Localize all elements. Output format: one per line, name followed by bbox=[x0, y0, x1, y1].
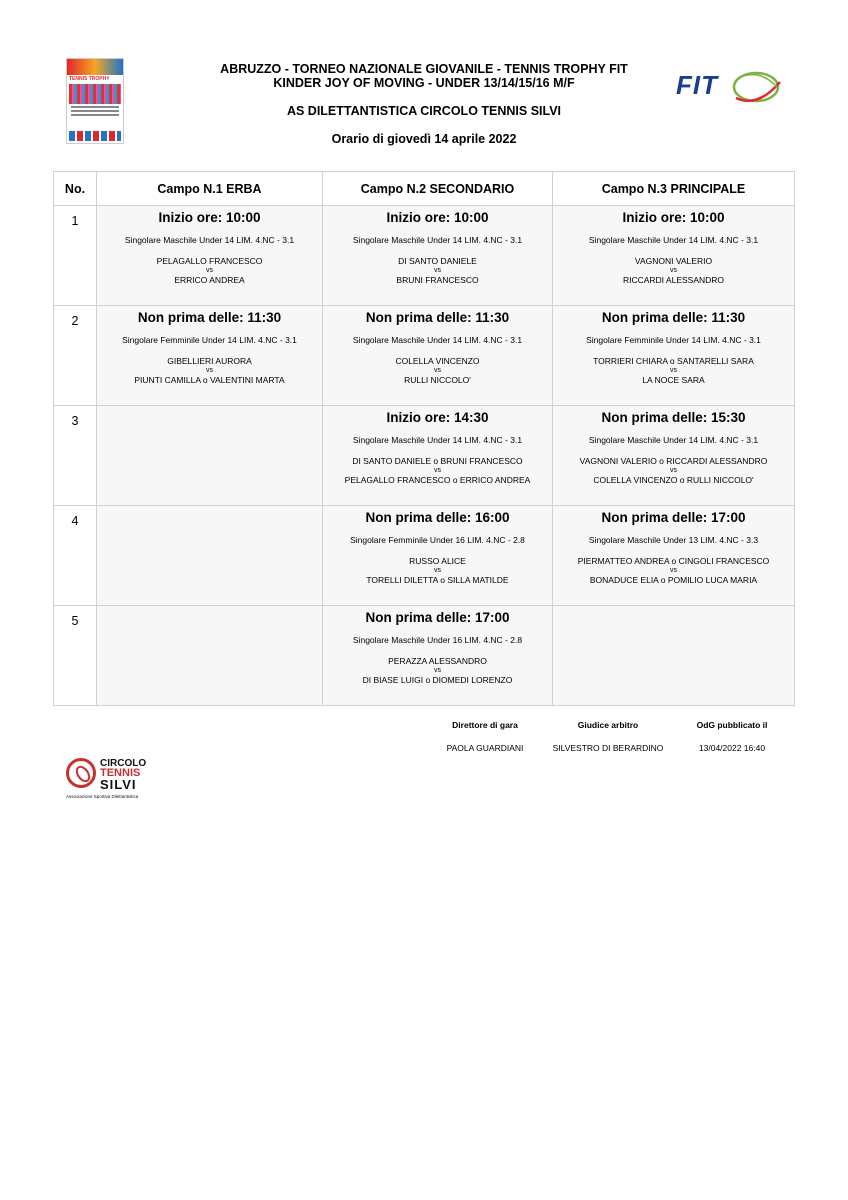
schedule-date: Orario di giovedì 14 aprile 2022 bbox=[331, 132, 517, 146]
circolo-tennis-silvi-logo: CIRCOLO TENNIS SILVI Associazione Sportiva Dilettantistica bbox=[66, 758, 147, 799]
player-two: DI BIASE LUIGI o DIOMEDI LORENZO bbox=[362, 675, 513, 685]
player-two: BONADUCE ELIA o POMILIO LUCA MARIA bbox=[589, 575, 758, 585]
fit-logo: FIT bbox=[676, 68, 784, 110]
published-value: 13/04/2022 16:40 bbox=[698, 743, 766, 753]
row-number: 3 bbox=[54, 406, 97, 506]
match-event: Singolare Maschile Under 16 LIM. 4.NC - 2.8 bbox=[352, 635, 523, 645]
match-cell-court-1 bbox=[97, 406, 323, 506]
match-cell-court-1 bbox=[97, 306, 323, 406]
versus-label: vs bbox=[670, 367, 677, 374]
player-two: PIUNTI CAMILLA o VALENTINI MARTA bbox=[134, 375, 285, 385]
tournament-poster-image: TENNIS TROPHY bbox=[66, 58, 124, 144]
player-two: BRUNI FRANCESCO bbox=[396, 275, 479, 285]
versus-label: vs bbox=[434, 567, 441, 574]
column-header-court-2: Campo N.2 SECONDARIO bbox=[323, 172, 553, 206]
player-one: VAGNONI VALERIO o RICCARDI ALESSANDRO bbox=[579, 456, 768, 466]
table-row bbox=[54, 606, 795, 706]
table-header-row bbox=[54, 172, 795, 206]
match-time: Non prima delle: 17:00 bbox=[365, 610, 510, 625]
column-header-court-1: Campo N.1 ERBA bbox=[97, 172, 323, 206]
match-event: Singolare Maschile Under 14 LIM. 4.NC - 3.1 bbox=[352, 235, 523, 245]
versus-label: vs bbox=[206, 367, 213, 374]
match-event: Singolare Femminile Under 14 LIM. 4.NC - 3.1 bbox=[586, 335, 761, 345]
club-name: AS DILETTANTISTICA CIRCOLO TENNIS SILVI bbox=[286, 104, 562, 118]
match-cell-court-2 bbox=[323, 206, 553, 306]
match-event: Singolare Femminile Under 14 LIM. 4.NC - 3.1 bbox=[122, 335, 297, 345]
match-time: Inizio ore: 14:30 bbox=[386, 410, 489, 425]
match-cell-court-2 bbox=[323, 406, 553, 506]
versus-label: vs bbox=[206, 267, 213, 274]
match-cell-court-2 bbox=[323, 606, 553, 706]
player-one: DI SANTO DANIELE bbox=[398, 256, 477, 266]
match-time: Inizio ore: 10:00 bbox=[158, 210, 261, 225]
match-time: Inizio ore: 10:00 bbox=[622, 210, 725, 225]
player-two: LA NOCE SARA bbox=[642, 375, 705, 385]
match-cell-court-2 bbox=[323, 306, 553, 406]
match-cell-court-3 bbox=[553, 406, 795, 506]
match-event: Singolare Maschile Under 13 LIM. 4.NC - 3.3 bbox=[588, 535, 759, 545]
table-row bbox=[54, 506, 795, 606]
player-one: RUSSO ALICE bbox=[409, 556, 466, 566]
match-cell-court-3 bbox=[553, 206, 795, 306]
versus-label: vs bbox=[434, 467, 441, 474]
column-header-no: No. bbox=[54, 172, 97, 206]
player-one: TORRIERI CHIARA o SANTARELLI SARA bbox=[593, 356, 754, 366]
player-one: VAGNONI VALERIO bbox=[634, 256, 713, 266]
match-time: Inizio ore: 10:00 bbox=[386, 210, 489, 225]
player-one: COLELLA VINCENZO bbox=[395, 356, 480, 366]
match-time: Non prima delle: 17:00 bbox=[601, 510, 746, 525]
versus-label: vs bbox=[434, 367, 441, 374]
versus-label: vs bbox=[670, 267, 677, 274]
tennis-ball-icon bbox=[66, 758, 96, 788]
match-cell-court-1 bbox=[97, 506, 323, 606]
player-two: COLELLA VINCENZO o RULLI NICCOLO' bbox=[593, 475, 754, 485]
table-row bbox=[54, 306, 795, 406]
match-cell-court-2 bbox=[323, 506, 553, 606]
match-time: Non prima delle: 16:00 bbox=[365, 510, 510, 525]
referee-value: SILVESTRO DI BERARDINO bbox=[552, 743, 664, 753]
table-row bbox=[54, 406, 795, 506]
versus-label: vs bbox=[434, 667, 441, 674]
player-one: PELAGALLO FRANCESCO bbox=[156, 256, 263, 266]
match-event: Singolare Maschile Under 14 LIM. 4.NC - 3.1 bbox=[352, 435, 523, 445]
match-cell-court-3 bbox=[553, 606, 795, 706]
match-event: Singolare Maschile Under 14 LIM. 4.NC - 3.1 bbox=[124, 235, 295, 245]
footer-referee bbox=[545, 720, 671, 753]
row-number: 5 bbox=[54, 606, 97, 706]
column-header-court-3: Campo N.3 PRINCIPALE bbox=[553, 172, 795, 206]
footer-published bbox=[684, 720, 780, 753]
player-one: GIBELLIERI AURORA bbox=[167, 356, 252, 366]
match-cell-court-1 bbox=[97, 206, 323, 306]
match-cell-court-3 bbox=[553, 506, 795, 606]
player-two: RULLI NICCOLO' bbox=[404, 375, 471, 385]
match-cell-court-1 bbox=[97, 606, 323, 706]
tournament-title: ABRUZZO - TORNEO NAZIONALE GIOVANILE - TENNIS TROPHY FIT KINDER JOY OF MOVING - UNDER 13/14/15/16 M/F bbox=[220, 62, 628, 90]
table-row bbox=[54, 206, 795, 306]
player-two: ERRICO ANDREA bbox=[174, 275, 245, 285]
published-label: OdG pubblicato il bbox=[696, 720, 768, 730]
director-value: PAOLA GUARDIANI bbox=[446, 743, 524, 753]
player-one: DI SANTO DANIELE o BRUNI FRANCESCO bbox=[352, 456, 523, 466]
match-time: Non prima delle: 11:30 bbox=[601, 310, 746, 325]
versus-label: vs bbox=[670, 467, 677, 474]
match-time: Non prima delle: 11:30 bbox=[365, 310, 510, 325]
match-event: Singolare Femminile Under 16 LIM. 4.NC - 2.8 bbox=[350, 535, 525, 545]
director-label: Direttore di gara bbox=[452, 720, 518, 730]
player-two: RICCARDI ALESSANDRO bbox=[622, 275, 725, 285]
footer-director bbox=[440, 720, 530, 753]
match-time: Non prima delle: 15:30 bbox=[601, 410, 746, 425]
player-one: PERAZZA ALESSANDRO bbox=[388, 656, 487, 666]
row-number: 1 bbox=[54, 206, 97, 306]
row-number: 4 bbox=[54, 506, 97, 606]
match-cell-court-3 bbox=[553, 306, 795, 406]
row-number: 2 bbox=[54, 306, 97, 406]
referee-label: Giudice arbitro bbox=[577, 720, 639, 730]
versus-label: vs bbox=[670, 567, 677, 574]
player-two: TORELLI DILETTA o SILLA MATILDE bbox=[366, 575, 509, 585]
match-event: Singolare Maschile Under 14 LIM. 4.NC - 3.1 bbox=[352, 335, 523, 345]
schedule-table bbox=[53, 171, 795, 706]
player-one: PIERMATTEO ANDREA o CINGOLI FRANCESCO bbox=[577, 556, 770, 566]
player-two: PELAGALLO FRANCESCO o ERRICO ANDREA bbox=[344, 475, 531, 485]
versus-label: vs bbox=[434, 267, 441, 274]
match-time: Non prima delle: 11:30 bbox=[137, 310, 282, 325]
match-event: Singolare Maschile Under 14 LIM. 4.NC - 3.1 bbox=[588, 235, 759, 245]
match-event: Singolare Maschile Under 14 LIM. 4.NC - 3.1 bbox=[588, 435, 759, 445]
